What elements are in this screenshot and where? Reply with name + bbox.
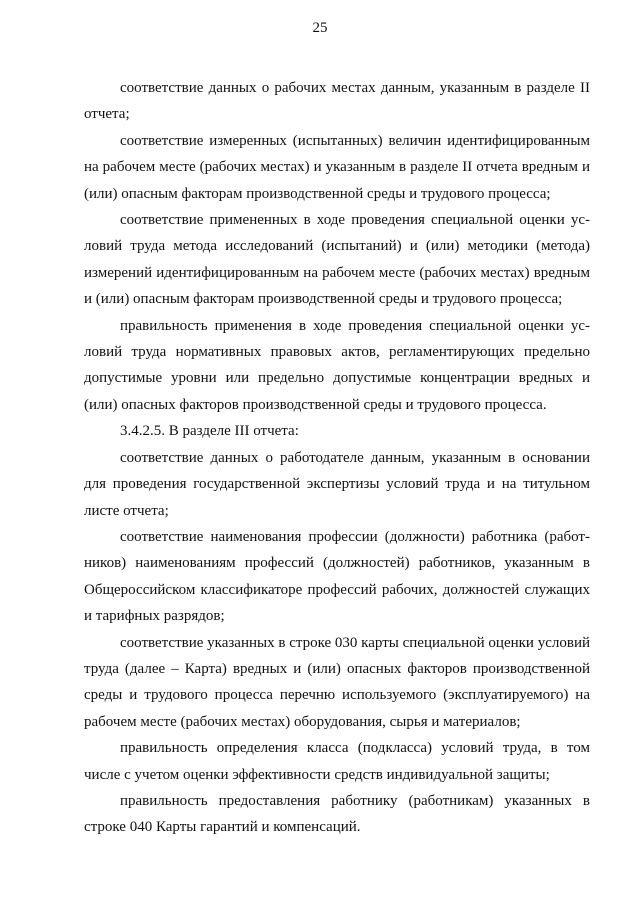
paragraph-normative-acts: правильность применения в ходе проведения специальной оценки условий труда нормативных правовых актов, регламентирующих предельно допустимые уровни или предельно допустимые концентрации вредных и (или) опасных факторов производственной среды и трудового процесса. [84, 317, 590, 413]
paragraph-line-030: соответствие указанных в строке 030 карты специальной оценки условий труда (далее – Карта) вредных и (или) опасных факторов производственной среды и трудового процесса перечню используемого (эксплуатируемого) на рабочем месте (рабочих местах) оборудования, сырья и материалов; [84, 634, 590, 730]
page-number: 25 [312, 20, 328, 36]
paragraph-section-heading: 3.4.2.5. В разделе III отчета: [120, 423, 299, 440]
paragraph-line-040: правильность предоставления работнику (работникам) указанных в строке 040 Карты гарантий и компенсаций. [84, 792, 590, 836]
paragraph-measured-values: соответствие измеренных (испытанных) величин идентифицированным на рабочем месте (рабочих местах) и указанным в разделе II отчета вредным и (или) опасным факторам производственной среды и трудового процесса; [84, 132, 590, 202]
body-text [84, 75, 590, 841]
paragraph-employer-data: соответствие данных о работодателе данным, указанным в основании для проведения государственной экспертизы условий труда и на титульном листе отчета; [84, 449, 590, 519]
paragraph-workplace-data: соответствие данных о рабочих местах данным, указанным в разделе II отчета; [84, 80, 590, 123]
paragraph-class-determination: правильность определения класса (подкласса) условий труда, в том числе с учетом оценки эффективности средств индивидуальной защиты; [84, 740, 590, 783]
paragraph-methods: соответствие примененных в ходе проведения специальной оценки условий труда метода исследований (испытаний) и (или) методики (метода) измерений идентифицированным на рабочем месте (рабочих местах) вредным и (или) опасным факторам производственной среды и трудового процесса; [84, 212, 590, 308]
paragraph-profession-names: соответствие наименования профессии (должности) работника (работников) наименованиям профессий (должностей) работников, указанным в Общероссийском классификаторе профессий рабочих, должностей служащих и тарифных разрядов; [84, 528, 590, 625]
